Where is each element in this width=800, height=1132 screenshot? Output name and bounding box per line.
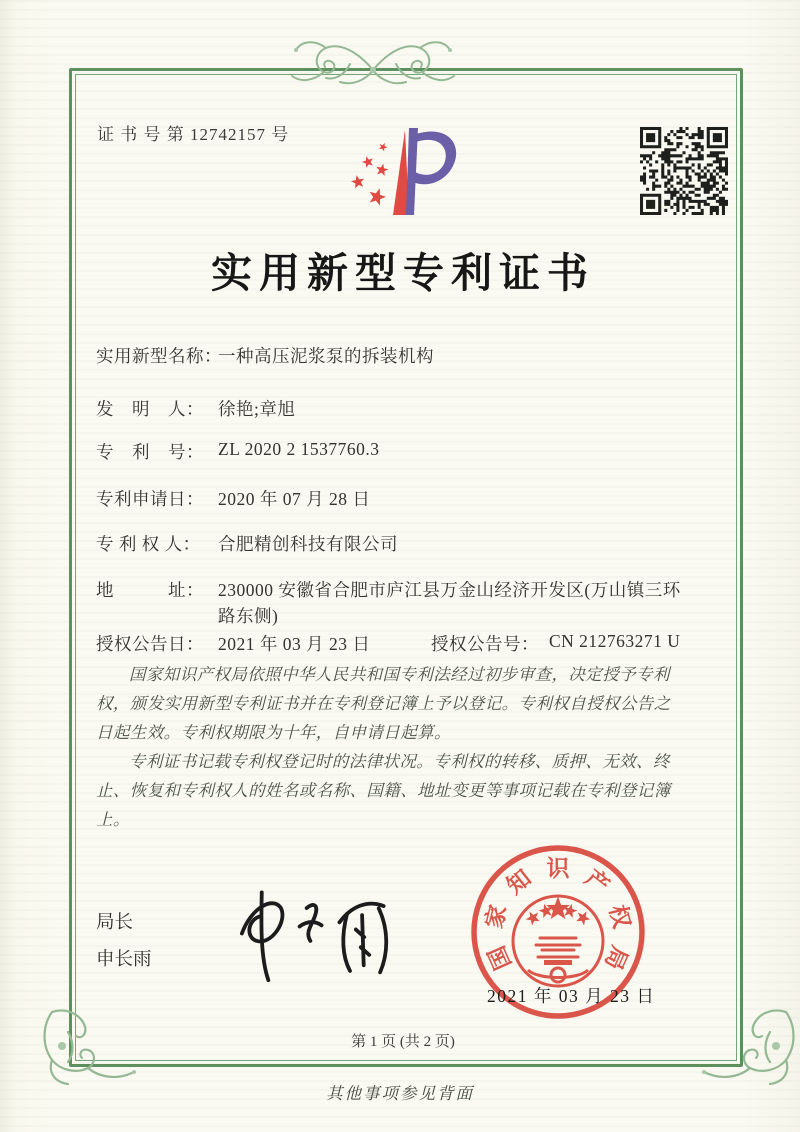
seal-char: 国 (483, 942, 517, 974)
field-value: 一种高压泥浆泵的拆装机构 (218, 346, 434, 366)
top-border-flourish-ornament (288, 32, 458, 94)
seal-char: 家 (481, 902, 512, 931)
field-label: 专 利 号： (96, 442, 204, 462)
seal-char: 产 (580, 865, 614, 899)
field-value: 2020 年 07 月 28 日 (218, 489, 371, 509)
legal-text-block (96, 660, 676, 834)
director-signature (212, 878, 407, 990)
cnipa-logo-icon (345, 124, 465, 219)
field-value: ZL 2020 2 1537760.3 (218, 439, 380, 459)
back-side-note: 其他事项参见背面 (326, 1084, 474, 1103)
seal-char: 识 (546, 856, 570, 881)
grant-date-value: 2021 年 03 月 23 日 (218, 634, 371, 654)
seal-char: 权 (604, 902, 635, 931)
field-label: 专利申请日： (96, 489, 204, 509)
legal-paragraph-1: 国家知识产权局依照中华人民共和国专利法经过初步审查，决定授予专利权，颁发实用新型专利证书并在专利登记簿上予以登记。专利权自授权公告之日起生效。专利权期限为十年，自申请日起算。 (96, 665, 671, 742)
field-utility-model-name (96, 343, 434, 368)
field-label: 专 利 权 人： (96, 534, 201, 554)
national-emblem-icon (513, 896, 603, 986)
signer-title: 局长 (96, 913, 134, 933)
certificate-title: 实用新型专利证书 (211, 250, 595, 296)
field-label: 实用新型名称： (96, 346, 222, 366)
field-inventor (96, 396, 295, 421)
field-patent-number (96, 439, 379, 464)
field-grant-announcement (96, 631, 680, 656)
signer-block (96, 905, 152, 979)
field-filing-date (96, 486, 370, 511)
seal-char: 知 (502, 865, 536, 899)
field-label: 地 址： (96, 580, 204, 600)
legal-paragraph-2: 专利证书记载专利权登记时的法律状况。专利权的转移、质押、无效、终止、恢复和专利权人的姓名或名称、国籍、地址变更等事项记载在专利登记簿上。 (96, 752, 671, 829)
field-value: 徐艳;章旭 (218, 399, 296, 419)
grant-date-label: 授权公告日： (96, 634, 204, 654)
field-address (96, 577, 690, 629)
field-patentee (96, 531, 398, 556)
grant-number-label: 授权公告号： (431, 634, 539, 654)
field-value: 合肥精创科技有限公司 (218, 534, 398, 554)
qr-code (640, 127, 728, 215)
field-value: 230000 安徽省合肥市庐江县万金山经济开发区(万山镇三环路东侧) (218, 580, 681, 626)
seal-char: 局 (599, 942, 633, 974)
page-number: 第 1 页 (共 2 页) (351, 1034, 455, 1050)
seal-date: 2021 年 03 月 23 日 (487, 986, 656, 1006)
certificate-number: 证 书 号 第 12742157 号 (97, 125, 290, 144)
field-label: 发 明 人： (96, 399, 204, 419)
grant-number-value: CN 212763271 U (549, 631, 681, 651)
signer-name: 申长雨 (96, 950, 152, 970)
